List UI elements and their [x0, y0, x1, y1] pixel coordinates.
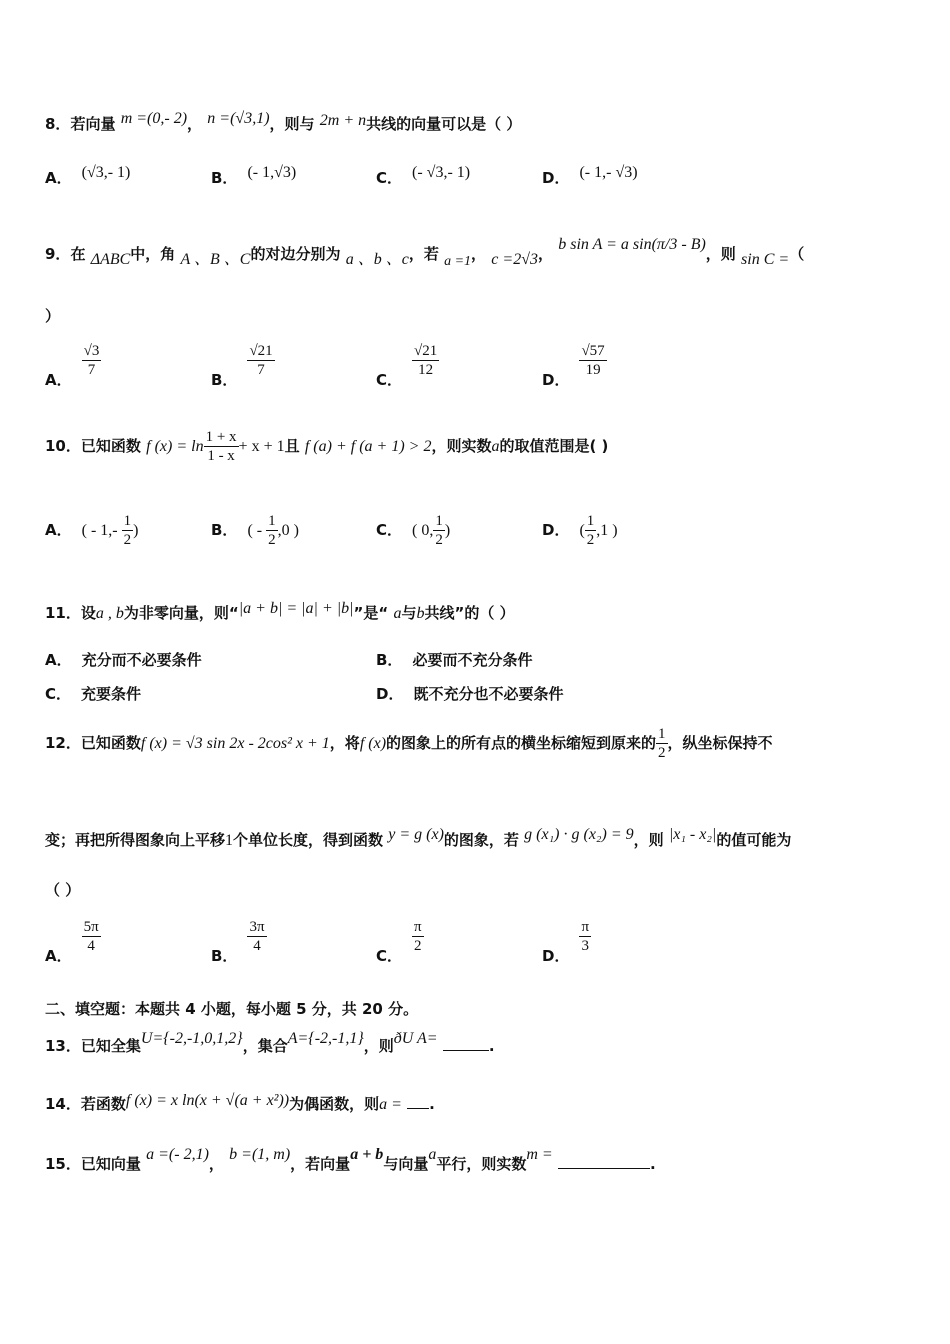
q12-option-d[interactable]: D． $\frac{\pi}{3}$: [542, 919, 590, 965]
q12-function: f (x) = √3 sin 2x - 2cos² x + 1: [140, 735, 330, 752]
q8-number: 8．: [45, 115, 71, 133]
q11-number: 11．: [45, 604, 81, 622]
q8-option-b[interactable]: B． (- 1,√3): [211, 164, 297, 187]
q9-number: 9．: [45, 245, 71, 263]
q8-option-d[interactable]: D． (- 1,- √3): [542, 164, 638, 187]
q9-option-d[interactable]: D． $\frac{√57}{19}$: [542, 343, 605, 389]
q14-number: 14．: [45, 1095, 81, 1113]
q14-function: f (x) = x ln(x + √(a + x²)): [125, 1092, 290, 1109]
q11-option-c[interactable]: C． 充要条件: [45, 685, 142, 703]
q11-option-d[interactable]: D． 既不充分也不必要条件: [376, 685, 564, 703]
q12-option-b[interactable]: B． $\frac{3\pi}{4}$: [211, 919, 265, 965]
q14-answer-blank[interactable]: [407, 1108, 429, 1109]
q9-option-a[interactable]: A． $\frac{√3}{7}$: [45, 343, 100, 389]
q15-stem: 15．已知向量 a =(- 2,1)， b =(1, m)，若向量a + b与向量a平行，则实数m = .: [45, 1146, 656, 1173]
q8-vector-m: m =(0,- 2): [120, 110, 188, 127]
q15-answer-blank[interactable]: [558, 1168, 650, 1169]
q12-product: g (x₁) · g (x₂) = 9: [524, 826, 634, 843]
q13-answer-blank[interactable]: [443, 1050, 489, 1051]
q11-option-b[interactable]: B． 必要而不充分条件: [376, 651, 533, 669]
q14-stem: 14．若函数f (x) = x ln(x + √(a + x²))为偶函数，则a = .: [45, 1092, 435, 1113]
q9-option-b[interactable]: B． $\frac{√21}{7}$: [211, 343, 273, 389]
q10-number: 10．: [45, 437, 81, 455]
q10-stem: 10．已知函数 f (x) = ln $\frac{1 + x}{1 - x}$ + x + 1且 f (a) + f (a + 1) > 2，则实数a的取值范围是( ): [45, 429, 609, 464]
q8-option-c[interactable]: C． (- √3,- 1): [376, 164, 471, 187]
q12-paren: （ ）: [45, 881, 81, 899]
q8-vector-n: n =(√3,1): [207, 110, 270, 127]
q13-number: 13．: [45, 1037, 81, 1055]
q8-stem: 8．若向量 m =(0,- 2)， n =(√3,1)，则与 2m + n共线的向量可以是（ ）: [45, 110, 522, 133]
q10-option-c[interactable]: C． ( 0, $\frac{1}{2}$ ): [376, 513, 451, 548]
q9-stem: 9．在 ΔABC中，角 A 、B 、C的对边分别为 a 、b 、c，若 a =1， c =2√3， b sin A = a sin(π/3 - B)，则 sin C =（: [45, 236, 805, 269]
q13-stem: 13．已知全集U={-2,-1,0,1,2}，集合A={-2,-1,1}，则ðU A= .: [45, 1030, 495, 1055]
q9-option-c[interactable]: C． $\frac{√21}{12}$: [376, 343, 438, 389]
q11-condition: |a + b| = |a| + |b|: [238, 600, 354, 617]
q9-condition: b sin A = a sin(π/3 - B): [558, 236, 706, 253]
q8-vector-expr: 2m + n: [319, 112, 367, 129]
section-title-fill-in: 二、填空题：本题共 4 小题，每小题 5 分，共 20 分。: [45, 1000, 419, 1018]
q11-stem: 11．设a , b为非零向量，则“|a + b| = |a| + |b|”是“ a与b共线”的（ ）: [45, 600, 515, 622]
q8-option-a[interactable]: A． (√3,- 1): [45, 164, 131, 187]
q10-inequality: f (a) + f (a + 1) > 2: [304, 438, 432, 455]
q10-option-d[interactable]: D． ( $\frac{1}{2}$ ,1 ): [542, 513, 618, 548]
q11-option-a[interactable]: A． 充分而不必要条件: [45, 651, 202, 669]
q12-stem-line2: 变；再把所得图象向上平移1个单位长度，得到函数 y = g (x)的图象，若 g (x₁) · g (x₂) = 9，则 |x₁ - x₂|的值可能为: [45, 826, 792, 849]
q12-option-a[interactable]: A． $\frac{5\pi}{4}$: [45, 919, 99, 965]
q12-option-c[interactable]: C． $\frac{\pi}{2}$: [376, 919, 422, 965]
q9-paren-close: ）: [45, 307, 61, 325]
q10-option-b[interactable]: B． ( - $\frac{1}{2}$ ,0 ): [211, 513, 299, 548]
q12-stem-line1: 12．已知函数f (x) = √3 sin 2x - 2cos² x + 1，将f (x)的图象上的所有点的横坐标缩短到原来的 $\frac{1}{2}$ ，纵坐标保持不: [45, 726, 773, 761]
q10-option-a[interactable]: A． ( - 1,- $\frac{1}{2}$ ): [45, 513, 139, 548]
q15-number: 15．: [45, 1155, 81, 1173]
q12-number: 12．: [45, 734, 81, 752]
